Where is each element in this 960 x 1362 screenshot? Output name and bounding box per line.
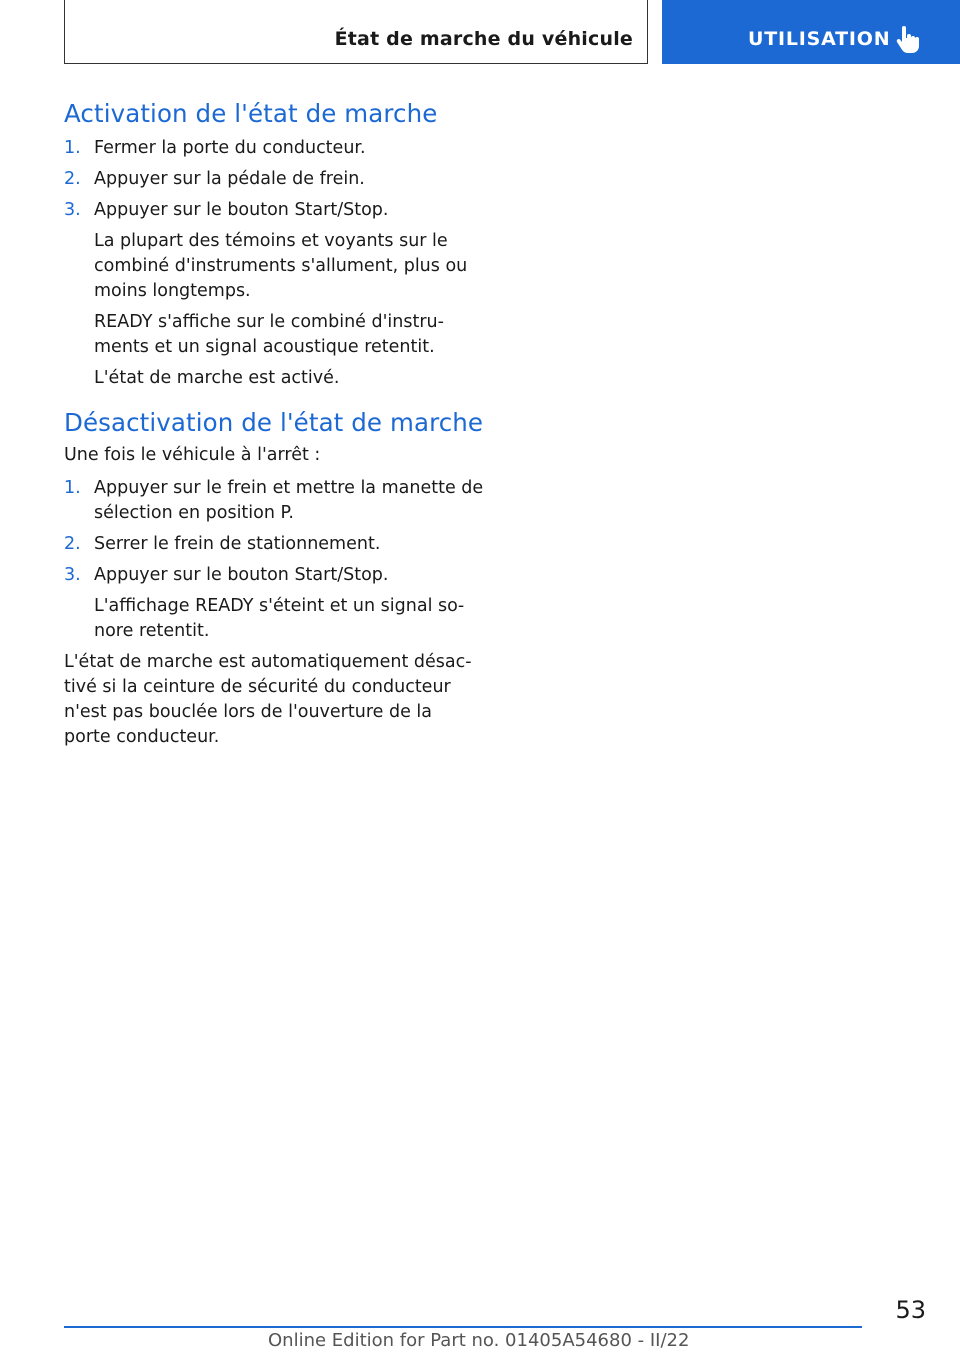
step-detail: READY s'affiche sur le combiné d'instru‐ments et un signal acoustique retentit.	[94, 312, 444, 357]
step-text: Appuyer sur la pédale de frein.	[94, 169, 365, 189]
step-number: 2.	[64, 534, 81, 554]
header-section-box	[64, 0, 648, 64]
closing-paragraph: L'état de marche est automatiquement désac‐tivé si la ceinture de sécurité du conducteur n'est pas bouclée lors de l'ouverture de la porte conducteur.	[64, 652, 472, 747]
activation-steps	[64, 136, 484, 391]
step-number: 3.	[64, 565, 81, 585]
section-intro: Une fois le véhicule à l'arrêt :	[64, 445, 321, 465]
step-detail: L'affichage READY s'éteint et un signal so‐nore retentit.	[94, 596, 465, 641]
list-item	[64, 476, 484, 526]
list-item	[64, 167, 484, 192]
list-item	[64, 532, 484, 557]
header-chapter-tab[interactable]	[662, 0, 960, 64]
page-number: 53	[895, 1296, 926, 1324]
step-detail: La plupart des témoins et voyants sur le combiné d'instruments s'allument, plus ou moins longtemps.	[94, 231, 468, 301]
list-item	[64, 563, 484, 644]
footer-edition: Online Edition for Part no. 01405A54680 - II/22	[268, 1330, 690, 1351]
deactivation-steps	[64, 476, 484, 644]
step-number: 2.	[64, 169, 81, 189]
step-text: Appuyer sur le frein et mettre la manette de sélection en position P.	[94, 478, 484, 523]
list-item	[64, 136, 484, 161]
step-detail: L'état de marche est activé.	[94, 368, 340, 388]
list-item	[64, 198, 484, 391]
step-text: Fermer la porte du conducteur.	[94, 138, 366, 158]
step-text: Appuyer sur le bouton Start/Stop.	[94, 200, 389, 220]
step-number: 1.	[64, 138, 81, 158]
pointing-hand-icon	[895, 26, 921, 54]
header-chapter-label: UTILISATION	[748, 28, 891, 50]
step-text: Serrer le frein de stationnement.	[94, 534, 381, 554]
footer-divider	[64, 1326, 862, 1328]
step-text: Appuyer sur le bouton Start/Stop.	[94, 565, 389, 585]
step-number: 3.	[64, 200, 81, 220]
step-number: 1.	[64, 478, 81, 498]
header-section-title: État de marche du véhicule	[334, 28, 633, 50]
page-content	[64, 96, 484, 750]
section-heading-deactivation: Désactivation de l'état de marche	[64, 408, 484, 437]
section-heading-activation: Activation de l'état de marche	[64, 99, 438, 128]
